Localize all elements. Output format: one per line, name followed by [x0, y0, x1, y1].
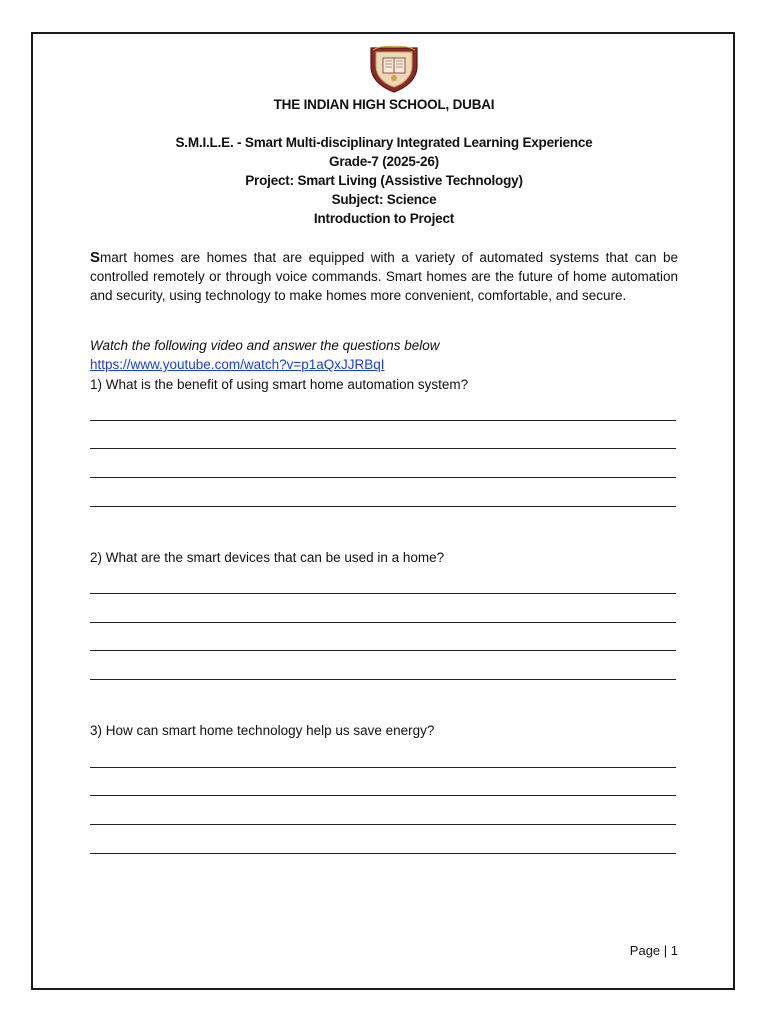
- answer-line[interactable]: [90, 593, 676, 594]
- school-crest-icon: [365, 44, 423, 94]
- page-number: Page | 1: [629, 943, 678, 958]
- answer-line[interactable]: [90, 506, 676, 507]
- answer-line[interactable]: [90, 679, 676, 680]
- answer-line[interactable]: [90, 795, 676, 796]
- question-2: 2) What are the smart devices that can be used in a home?: [90, 550, 445, 565]
- intro-paragraph: [90, 248, 678, 305]
- project-line: Project: Smart Living (Assistive Technology): [245, 173, 523, 188]
- video-prompt: Watch the following video and answer the questions below: [90, 338, 440, 353]
- answer-line[interactable]: [90, 622, 676, 623]
- question-1: 1) What is the benefit of using smart home automation system?: [90, 377, 469, 392]
- question-3: 3) How can smart home technology help us save energy?: [90, 723, 435, 738]
- subject-line: Subject: Science: [331, 192, 437, 207]
- video-link[interactable]: https://www.youtube.com/watch?v=p1aQxJJRBqI: [90, 357, 385, 372]
- answer-line[interactable]: [90, 448, 676, 449]
- answer-line[interactable]: [90, 767, 676, 768]
- program-title: S.M.I.L.E. - Smart Multi-disciplinary Integrated Learning Experience: [175, 135, 593, 150]
- school-name: THE INDIAN HIGH SCHOOL, DUBAI: [273, 97, 495, 112]
- intro-drop-letter: S: [90, 249, 101, 266]
- answer-line[interactable]: [90, 650, 676, 651]
- section-title: Introduction to Project: [313, 211, 455, 226]
- grade-line: Grade-7 (2025-26): [329, 154, 439, 169]
- answer-line[interactable]: [90, 420, 676, 421]
- answer-line[interactable]: [90, 477, 676, 478]
- answer-line[interactable]: [90, 824, 676, 825]
- answer-line[interactable]: [90, 853, 676, 854]
- intro-text: mart homes are homes that are equipped with a variety of automated systems that can be controlled remotely or through voice commands. Smart homes are the future of home automation and security, using technology to make homes more convenient, comfortable, and secure.: [90, 250, 678, 303]
